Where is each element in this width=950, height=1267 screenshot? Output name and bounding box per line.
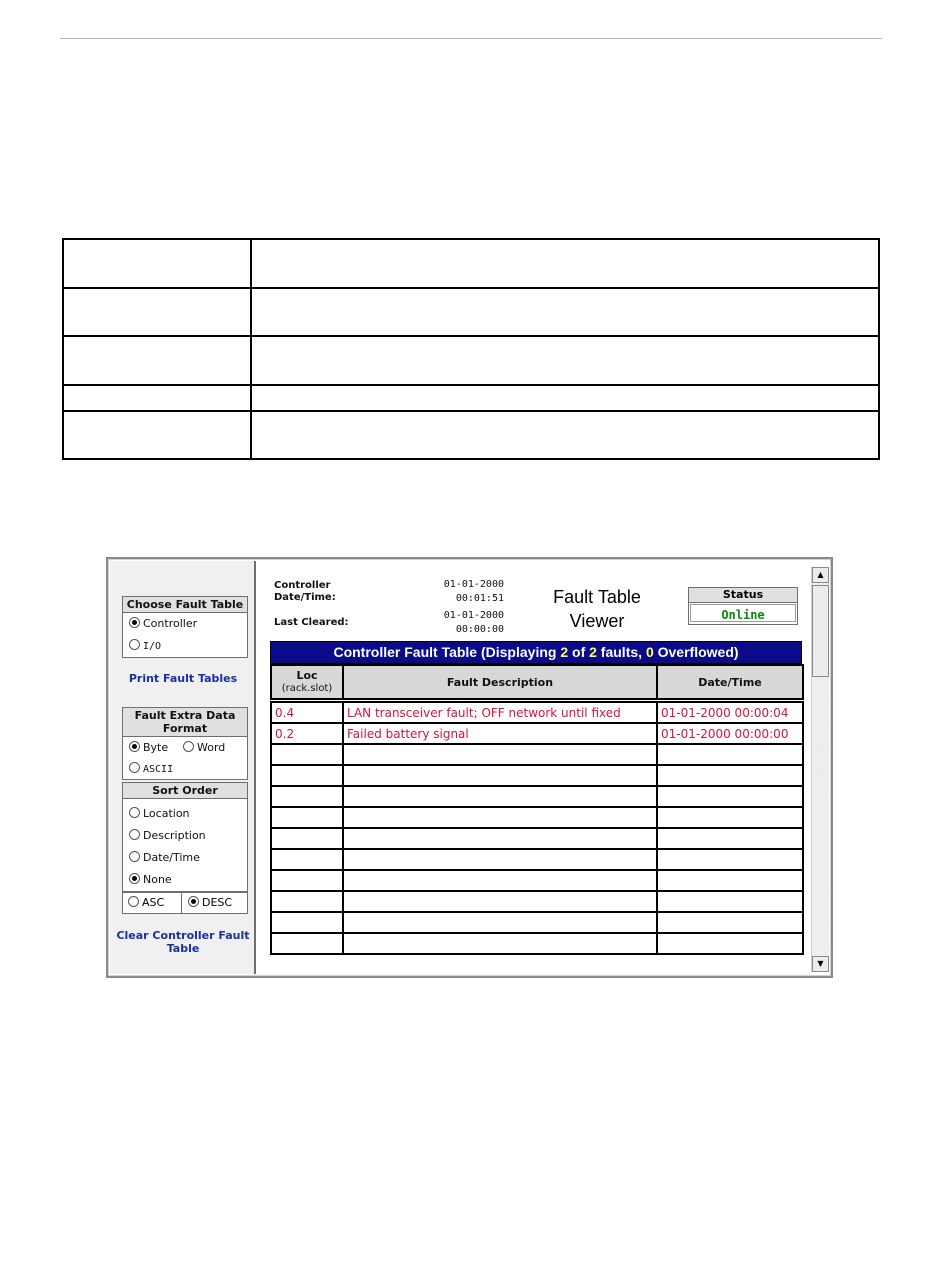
print-fault-tables-link[interactable]: Print Fault Tables [128,672,238,685]
doc-cell [251,411,879,459]
table-row [271,891,803,912]
table-row[interactable] [271,702,803,723]
sort-location-radio[interactable]: Location [129,807,190,820]
ascii-radio[interactable]: ASCII [129,762,173,775]
radio-selected-icon [129,741,140,752]
scroll-up-arrow-icon[interactable]: ▲ [812,567,829,583]
last-cleared-label: Last Cleared: [274,617,349,628]
page-title: Fault Table Viewer [553,587,641,631]
sort-description-radio[interactable]: Description [129,829,206,842]
cell-loc: 0.2 [271,723,343,744]
fault-extra-format-group [122,707,248,780]
controller-radio[interactable]: Controller [129,617,197,630]
fault-extra-format-label: Fault Extra Data Format [123,708,247,737]
cell-datetime: 01-01-2000 00:00:04 [657,702,803,723]
cell-description: Failed battery signal [343,723,657,744]
table-row [271,912,803,933]
doc-cell [251,385,879,411]
fault-table-banner: Controller Fault Table (Displaying 2 of 2 faults, 0 Overflowed) [270,641,802,664]
doc-cell [63,239,251,288]
sort-datetime-radio[interactable]: Date/Time [129,851,200,864]
doc-cell [251,288,879,336]
sort-direction-group [122,892,248,914]
left-panel [110,561,256,974]
radio-selected-icon [188,896,199,907]
vertical-scrollbar[interactable] [811,567,829,972]
doc-cell [251,239,879,288]
choose-fault-table-label: Choose Fault Table [123,597,247,613]
cell-datetime: 01-01-2000 00:00:00 [657,723,803,744]
choose-fault-table-group [122,596,248,658]
doc-cell [251,336,879,385]
sort-none-radio[interactable]: None [129,873,172,886]
radio-selected-icon [129,873,140,884]
table-row [271,828,803,849]
column-header-datetime[interactable]: Date/Time [657,665,803,699]
status-label: Status [689,588,797,603]
radio-icon [129,851,140,862]
doc-cell [63,288,251,336]
cell-loc: 0.4 [271,702,343,723]
table-row [271,786,803,807]
table-row [271,933,803,954]
doc-cell [63,336,251,385]
displayed-count: 2 [560,644,569,660]
fault-table-content [258,561,811,974]
asc-radio[interactable]: ASC [123,893,164,913]
status-badge: Online [690,604,796,622]
controller-datetime-label: Controller Date/Time: [274,580,336,603]
radio-icon [129,639,140,650]
column-header-description[interactable]: Fault Description [343,665,657,699]
table-row [271,870,803,891]
cell-description: LAN transceiver fault; OFF network until fixed [343,702,657,723]
table-row [271,849,803,870]
radio-selected-icon [129,617,140,628]
controller-datetime-value: 01-01-2000 00:01:51 [443,579,504,604]
clear-controller-fault-table-link[interactable]: Clear Controller Fault Table [116,929,250,955]
radio-icon [129,807,140,818]
byte-radio[interactable]: Byte [129,741,168,754]
radio-icon [129,762,140,773]
word-radio[interactable]: Word [183,741,225,754]
io-radio[interactable]: I/O [129,639,161,652]
table-row [271,744,803,765]
desc-radio[interactable]: DESC [183,893,232,913]
radio-icon [129,829,140,840]
table-row [271,807,803,828]
radio-icon [183,741,194,752]
column-header-loc[interactable]: Loc (rack.slot) [271,665,343,699]
top-rule [60,38,882,39]
sort-order-label: Sort Order [123,783,247,799]
doc-cell [63,385,251,411]
scroll-down-arrow-icon[interactable]: ▼ [812,956,829,972]
radio-icon [128,896,139,907]
document-table [62,238,880,460]
total-count: 2 [589,644,597,660]
overflow-count: 0 [645,644,654,660]
table-row [271,765,803,786]
table-row[interactable] [271,723,803,744]
scrollbar-thumb[interactable] [812,585,829,677]
fault-table-viewer-window [106,557,833,978]
fault-table [270,664,804,955]
sort-order-group [122,782,248,892]
status-box [688,587,798,625]
doc-cell [63,411,251,459]
last-cleared-value: 01-01-2000 00:00:00 [443,610,504,635]
